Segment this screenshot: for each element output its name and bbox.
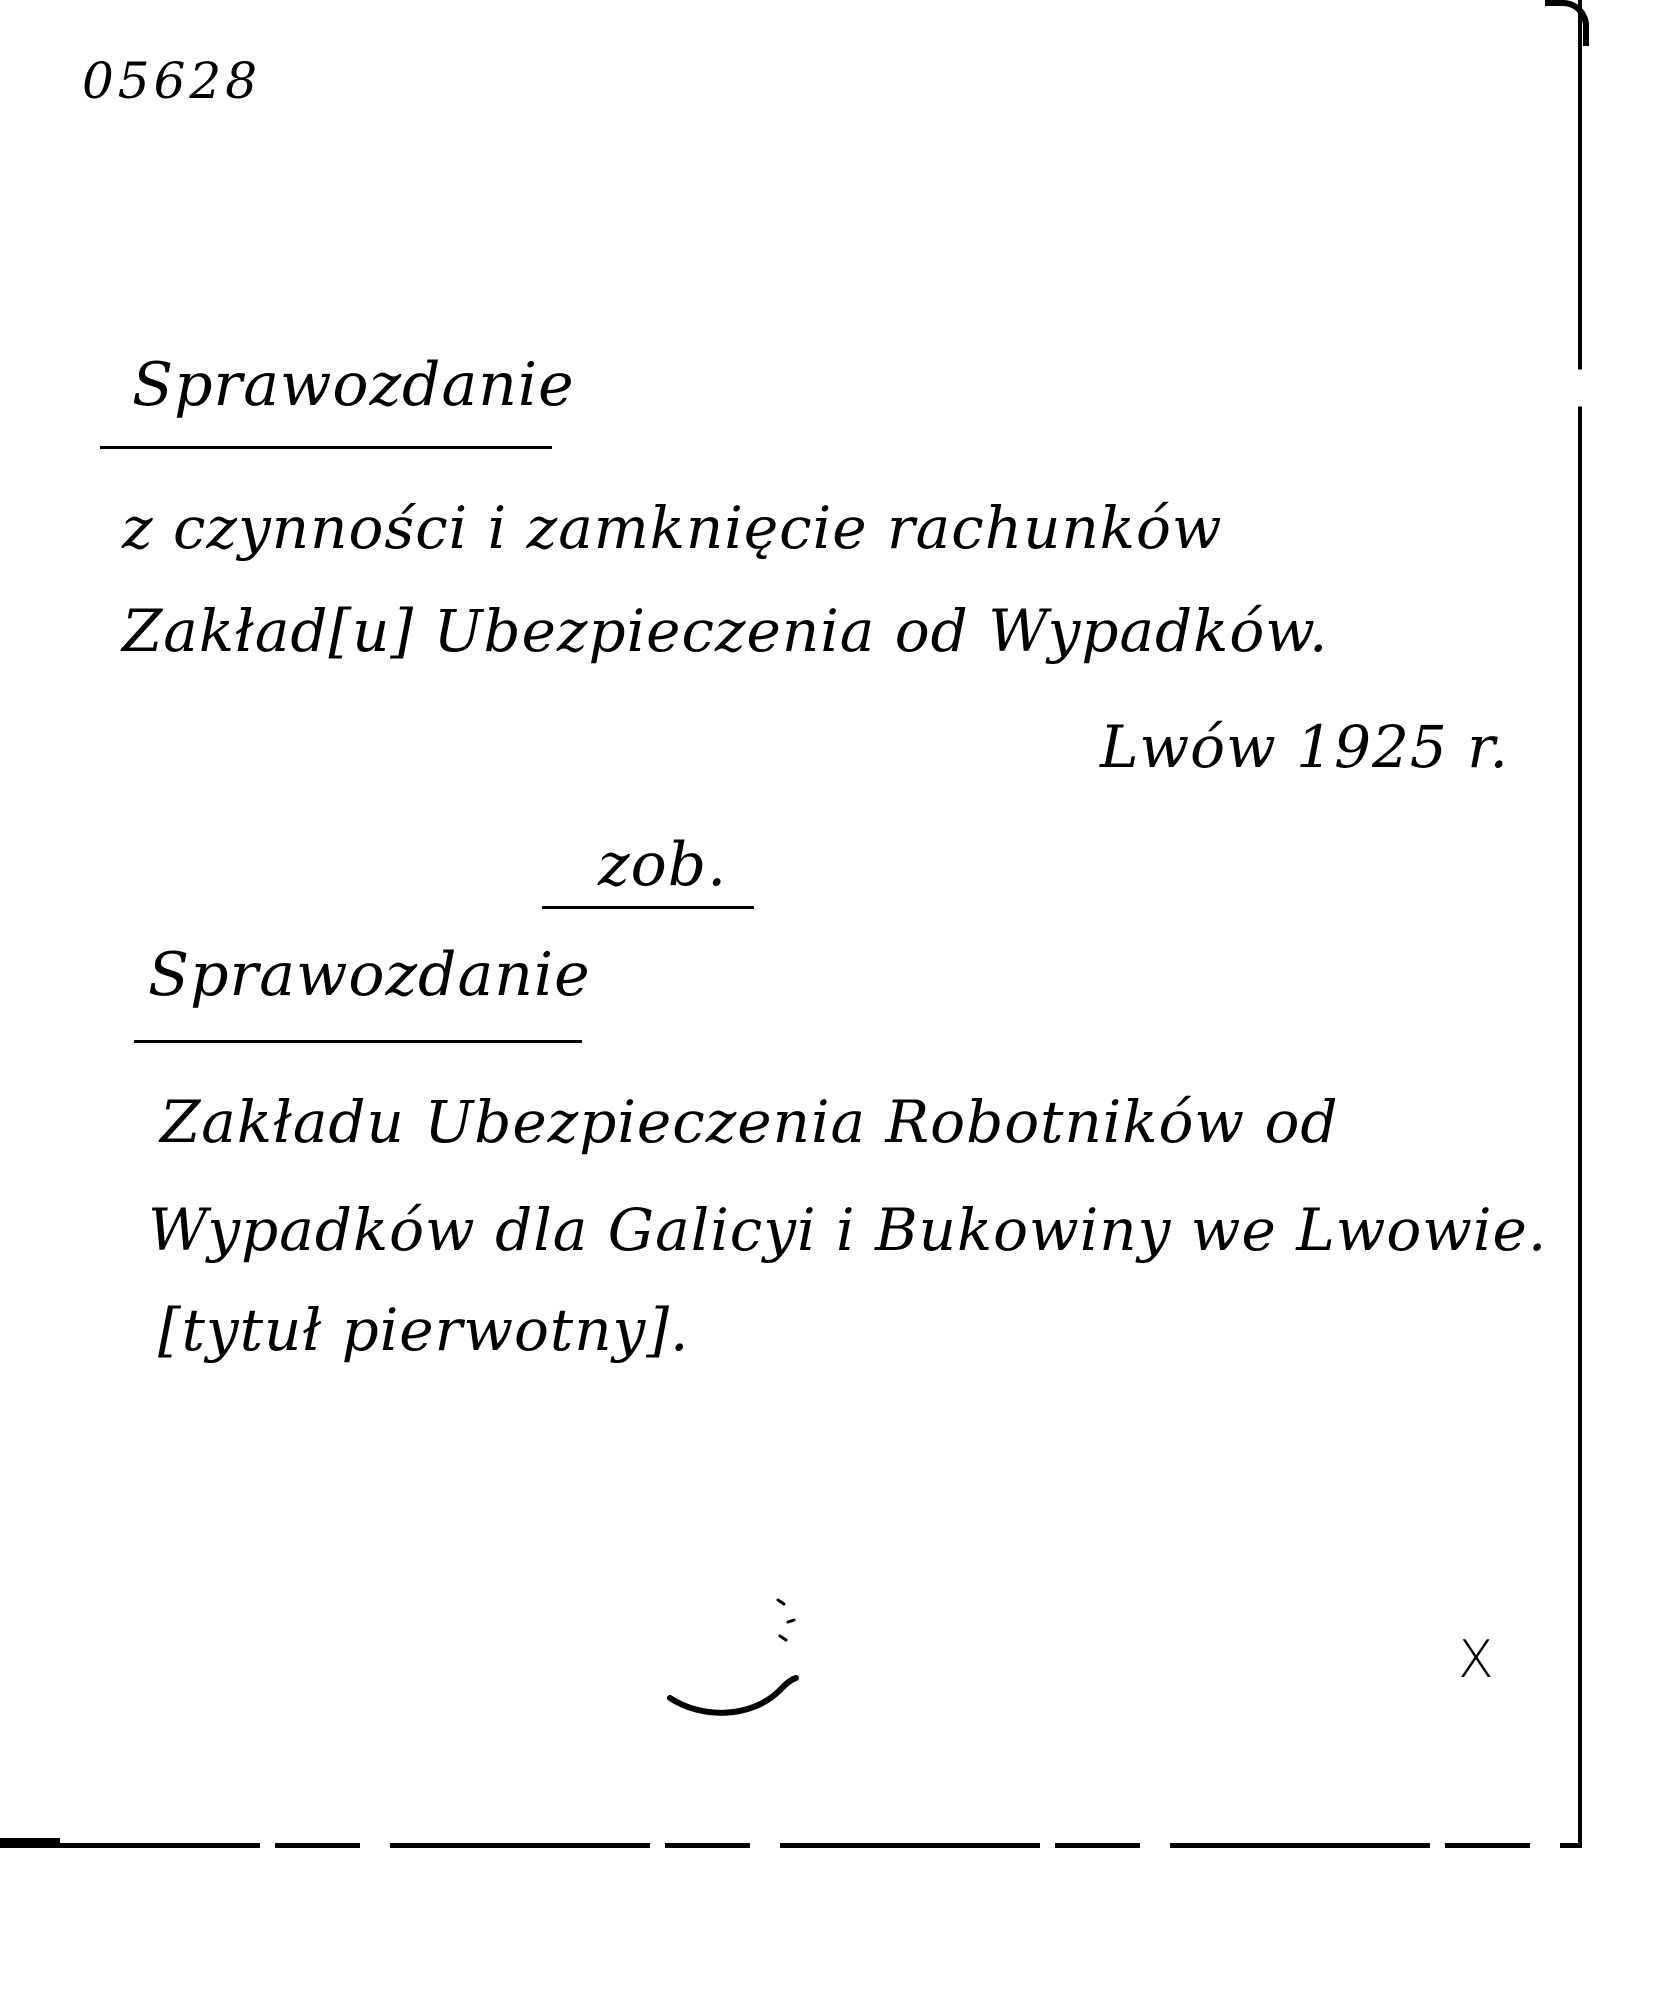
see-reference: zob. — [598, 830, 728, 900]
card-right-edge — [1578, 0, 1582, 1848]
card-bottom-edge — [0, 1843, 1580, 1848]
card-bottom-left-edge — [0, 1838, 60, 1845]
heading-2-underline — [134, 1040, 582, 1043]
heading-report-1: Sprawozdanie — [132, 350, 575, 420]
place-date: Lwów 1925 r. — [1100, 713, 1509, 781]
heading-1-underline — [100, 446, 552, 449]
heading-report-2: Sprawozdanie — [148, 940, 591, 1010]
see-underline — [542, 906, 754, 909]
ink-flourish — [660, 1580, 820, 1730]
check-mark: X — [1458, 1630, 1494, 1690]
title-line-4: Wypadków dla Galicyi i Bukowiny we Lwowie. — [148, 1196, 1548, 1264]
title-line-1: z czynności i zamknięcie rachunków — [122, 494, 1223, 562]
card-corner-edge — [1545, 0, 1589, 46]
title-line-3: Zakładu Ubezpieczenia Robotników od — [160, 1088, 1339, 1156]
call-number: 05628 — [82, 52, 262, 110]
title-line-2: Zakład[u] Ubezpieczenia od Wypadków. — [122, 597, 1329, 665]
title-line-5: [tytuł pierwotny]. — [158, 1296, 690, 1364]
